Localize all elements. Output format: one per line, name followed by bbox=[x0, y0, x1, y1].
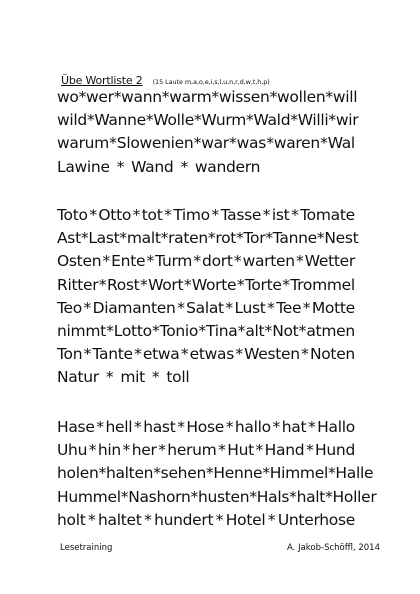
word: Ente bbox=[111, 252, 146, 271]
word: malt bbox=[126, 229, 161, 248]
word: Tina bbox=[206, 322, 238, 340]
separator-star: * bbox=[102, 252, 110, 271]
separator-star: * bbox=[218, 441, 226, 460]
separator-star: * bbox=[307, 418, 316, 436]
word-line bbox=[57, 418, 355, 442]
footer-left: Lesetraining bbox=[60, 543, 113, 553]
word: warum bbox=[57, 134, 109, 153]
word: Hose bbox=[186, 418, 224, 436]
separator-star: * bbox=[116, 157, 125, 176]
word: Wald bbox=[253, 111, 291, 130]
word: Uhu bbox=[57, 441, 88, 460]
word-line bbox=[57, 252, 355, 276]
word-line bbox=[57, 368, 355, 392]
word: wo bbox=[57, 88, 79, 106]
word: Lotto bbox=[113, 322, 152, 340]
separator-star: * bbox=[98, 464, 106, 483]
word: Tante bbox=[92, 345, 133, 364]
word: Teo bbox=[57, 298, 82, 317]
separator-star: * bbox=[98, 275, 107, 294]
separator-star: * bbox=[180, 157, 188, 176]
word: Natur bbox=[57, 368, 99, 387]
word: hallo bbox=[234, 418, 271, 436]
word: etwas bbox=[189, 345, 234, 364]
word-line bbox=[57, 511, 355, 535]
separator-star: * bbox=[236, 275, 245, 294]
word: haltet bbox=[98, 510, 142, 529]
word: Tasse bbox=[220, 206, 262, 224]
separator-star: * bbox=[134, 345, 142, 364]
word: war bbox=[201, 134, 229, 153]
word: nimmt bbox=[57, 322, 106, 340]
separator-star: * bbox=[233, 252, 242, 271]
word-line bbox=[57, 464, 374, 488]
word: warm bbox=[169, 88, 212, 106]
separator-star: * bbox=[325, 88, 333, 106]
word: Tonio bbox=[159, 322, 199, 340]
separator-star: * bbox=[140, 275, 148, 294]
separator-star: * bbox=[328, 111, 336, 130]
separator-star: * bbox=[83, 298, 91, 317]
separator-star: * bbox=[134, 418, 142, 436]
word: waren bbox=[273, 134, 320, 153]
separator-star: * bbox=[266, 134, 274, 153]
separator-star: * bbox=[190, 487, 198, 506]
word: Torte bbox=[244, 275, 282, 294]
separator-star: * bbox=[119, 229, 127, 248]
word: was bbox=[236, 134, 267, 153]
word: Hummel bbox=[57, 487, 121, 506]
separator-star: * bbox=[198, 322, 206, 340]
word: Hallo bbox=[317, 418, 355, 436]
word: Lawine bbox=[57, 157, 110, 176]
word: wir bbox=[335, 111, 359, 130]
separator-star: * bbox=[83, 345, 92, 364]
word-line bbox=[57, 276, 355, 300]
word: Himmel bbox=[269, 464, 328, 483]
worksheet-subtitle: (15 Laute m,a,o,e,i,s,l,u,n,r,d,w,t,h,p) bbox=[152, 78, 270, 86]
word: holt bbox=[57, 510, 86, 529]
word: Wetter bbox=[304, 252, 355, 271]
word: Salat bbox=[186, 298, 224, 317]
separator-star: * bbox=[264, 322, 272, 340]
word: Wolle bbox=[153, 111, 194, 130]
word: dort bbox=[202, 252, 233, 271]
word: Willi bbox=[297, 111, 329, 130]
word: Turm bbox=[155, 252, 193, 271]
separator-star: * bbox=[205, 464, 214, 483]
separator-star: * bbox=[211, 206, 219, 224]
word: rot bbox=[215, 229, 237, 248]
word: Hotel bbox=[225, 510, 266, 529]
separator-star: * bbox=[106, 322, 114, 340]
word: Halle bbox=[335, 464, 374, 483]
word: Unterhose bbox=[277, 510, 355, 529]
word-line bbox=[57, 487, 377, 512]
word-line bbox=[57, 441, 355, 465]
separator-star: * bbox=[122, 441, 131, 460]
word: Timo bbox=[173, 206, 210, 224]
separator-star: * bbox=[267, 510, 276, 529]
word: Rost bbox=[106, 275, 140, 294]
word: hast bbox=[143, 418, 176, 436]
word: Osten bbox=[57, 252, 102, 271]
separator-star: * bbox=[316, 229, 325, 248]
separator-star: * bbox=[269, 88, 278, 106]
separator-star: * bbox=[215, 510, 224, 529]
separator-star: * bbox=[207, 229, 216, 248]
word: Westen bbox=[244, 345, 300, 364]
word: hell bbox=[105, 418, 133, 436]
separator-star: * bbox=[164, 206, 172, 224]
separator-star: * bbox=[89, 206, 97, 224]
word: Wurm bbox=[201, 111, 246, 130]
separator-star: * bbox=[146, 252, 154, 271]
word: Hals bbox=[256, 487, 290, 506]
separator-star: * bbox=[289, 487, 297, 506]
word: Hand bbox=[264, 441, 305, 460]
word: alt bbox=[245, 322, 265, 340]
word: Worte bbox=[191, 275, 237, 294]
word: herum bbox=[167, 441, 217, 460]
separator-star: * bbox=[229, 134, 237, 153]
word: wann bbox=[121, 88, 162, 106]
word: raten bbox=[168, 229, 208, 248]
word: Holler bbox=[332, 487, 377, 506]
separator-star: * bbox=[160, 229, 169, 248]
separator-star: * bbox=[153, 464, 161, 483]
word-line bbox=[57, 345, 355, 369]
word: atmen bbox=[306, 322, 355, 340]
separator-star: * bbox=[290, 111, 298, 130]
separator-star: * bbox=[177, 298, 185, 317]
separator-star: * bbox=[161, 88, 170, 106]
separator-star: * bbox=[144, 510, 152, 529]
separator-star: * bbox=[145, 111, 154, 130]
separator-star: * bbox=[152, 322, 160, 340]
separator-star: * bbox=[193, 252, 201, 271]
word: Hut bbox=[227, 441, 254, 460]
word: Last bbox=[88, 229, 120, 248]
word: halt bbox=[296, 487, 326, 506]
word: wer bbox=[86, 88, 114, 106]
word: hin bbox=[97, 441, 121, 460]
separator-star: * bbox=[183, 275, 192, 294]
separator-star: * bbox=[109, 134, 117, 153]
word-line bbox=[57, 134, 355, 158]
word: toll bbox=[166, 368, 190, 387]
word: wissen bbox=[218, 88, 270, 106]
word: Wand bbox=[131, 157, 174, 176]
separator-star: * bbox=[236, 229, 244, 248]
separator-star: * bbox=[265, 229, 273, 248]
separator-star: * bbox=[282, 275, 290, 294]
separator-star: * bbox=[249, 487, 257, 506]
worksheet-title: Übe Wortliste 2 bbox=[61, 74, 143, 87]
separator-star: * bbox=[298, 322, 307, 340]
separator-star: * bbox=[177, 418, 185, 436]
word-line bbox=[57, 88, 358, 112]
word: Nashorn bbox=[128, 487, 191, 506]
word: Hase bbox=[57, 418, 95, 436]
word: Wort bbox=[148, 275, 184, 294]
word: Toto bbox=[57, 206, 88, 224]
separator-star: * bbox=[305, 441, 314, 460]
worksheet-header bbox=[61, 69, 270, 88]
word-line bbox=[57, 229, 359, 253]
separator-star: * bbox=[327, 464, 336, 483]
footer-right: A. Jakob-Schöffl, 2014 bbox=[287, 543, 380, 553]
separator-star: * bbox=[235, 345, 243, 364]
separator-star: * bbox=[132, 206, 141, 224]
word: Ton bbox=[57, 345, 83, 364]
separator-star: * bbox=[301, 345, 309, 364]
separator-star: * bbox=[225, 418, 234, 436]
word-line bbox=[57, 299, 355, 323]
word: halten bbox=[105, 464, 154, 483]
separator-star: * bbox=[80, 229, 89, 248]
word: Ritter bbox=[57, 275, 99, 294]
separator-star: * bbox=[255, 441, 263, 460]
word: sehen bbox=[160, 464, 206, 483]
word: Tanne bbox=[272, 229, 317, 248]
word: Tomate bbox=[300, 206, 355, 224]
separator-star: * bbox=[193, 111, 202, 130]
separator-star: * bbox=[262, 464, 270, 483]
separator-star: * bbox=[88, 510, 96, 529]
word: hundert bbox=[154, 510, 214, 529]
word: tot bbox=[141, 206, 163, 224]
separator-star: * bbox=[296, 252, 304, 271]
word: Noten bbox=[309, 345, 355, 364]
word: Trommel bbox=[290, 275, 355, 294]
word: warten bbox=[242, 252, 295, 271]
word: Wal bbox=[327, 134, 355, 153]
separator-star: * bbox=[180, 345, 189, 364]
word-line bbox=[57, 111, 359, 135]
word: Henne bbox=[213, 464, 263, 483]
word: Ast bbox=[57, 229, 81, 248]
word: her bbox=[131, 441, 157, 460]
separator-star: * bbox=[246, 111, 254, 130]
separator-star: * bbox=[151, 368, 160, 387]
word: etwa bbox=[142, 345, 180, 364]
separator-star: * bbox=[120, 487, 129, 506]
word: Otto bbox=[98, 206, 132, 224]
word: Diamanten bbox=[92, 298, 176, 317]
word: Hund bbox=[315, 441, 355, 460]
word: husten bbox=[197, 487, 250, 506]
separator-star: * bbox=[291, 206, 299, 224]
word: Tor bbox=[243, 229, 266, 248]
separator-star: * bbox=[325, 487, 333, 506]
word: mit bbox=[120, 368, 145, 387]
separator-star: * bbox=[88, 441, 97, 460]
separator-star: * bbox=[105, 368, 114, 387]
word: wild bbox=[57, 111, 87, 130]
word: Motte bbox=[311, 298, 355, 317]
word: ist bbox=[271, 206, 290, 224]
separator-star: * bbox=[86, 111, 95, 130]
word: Wanne bbox=[94, 111, 146, 130]
word-line bbox=[57, 206, 355, 230]
word: Not bbox=[272, 322, 299, 340]
separator-star: * bbox=[320, 134, 328, 153]
word: wollen bbox=[277, 88, 326, 106]
word-line bbox=[57, 158, 355, 182]
word: Slowenien bbox=[116, 134, 194, 153]
separator-star: * bbox=[96, 418, 104, 436]
word: wandern bbox=[194, 157, 261, 176]
separator-star: * bbox=[237, 322, 246, 340]
word-line bbox=[57, 322, 355, 346]
word: Lust bbox=[234, 298, 266, 317]
word: will bbox=[332, 88, 358, 106]
separator-star: * bbox=[267, 298, 275, 317]
word: hat bbox=[281, 418, 307, 436]
separator-star: * bbox=[78, 88, 87, 106]
separator-star: * bbox=[225, 298, 233, 317]
word: Tee bbox=[276, 298, 302, 317]
separator-star: * bbox=[193, 134, 202, 153]
separator-star: * bbox=[302, 298, 311, 317]
separator-star: * bbox=[158, 441, 166, 460]
separator-star: * bbox=[262, 206, 271, 224]
word: Nest bbox=[324, 229, 359, 248]
word: holen bbox=[57, 464, 99, 483]
separator-star: * bbox=[272, 418, 280, 436]
separator-star: * bbox=[211, 88, 219, 106]
separator-star: * bbox=[113, 88, 122, 106]
